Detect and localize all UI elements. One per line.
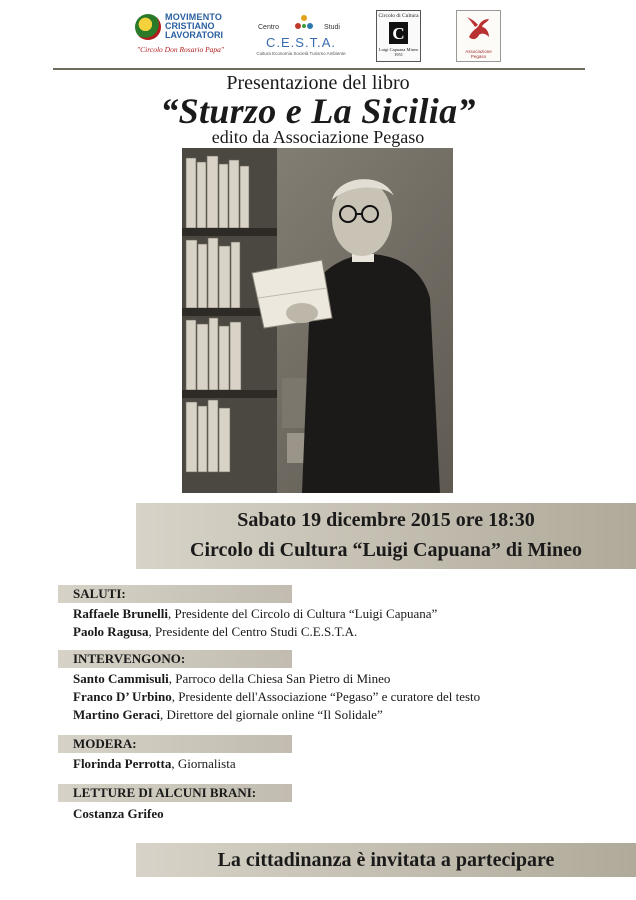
header-rule <box>53 68 585 70</box>
cesta-subtitle: Cultura Economia Società Turismo Ambiente <box>256 51 346 56</box>
cesta-name: C.E.S.T.A. <box>266 35 336 50</box>
speaker-role: , Direttore del giornale online “Il Solidale” <box>160 707 383 722</box>
speaker-row <box>73 671 390 687</box>
event-venue: Circolo di Cultura “Luigi Capuana” di Mineo <box>190 539 582 561</box>
speaker-role: , Giornalista <box>171 756 236 771</box>
mcl-line2: CRISTIANO <box>165 21 215 31</box>
pegaso-logo <box>456 10 501 62</box>
invite-banner <box>136 843 636 877</box>
section-saluti <box>58 585 292 603</box>
section-modera-label: MODERA: <box>73 736 137 751</box>
publisher-line: edito da Associazione Pegaso <box>211 127 425 147</box>
circolo-emblem-icon <box>389 22 408 44</box>
circolo-logo <box>376 10 421 62</box>
logo-strip <box>0 10 636 62</box>
circolo-top-label: Circolo di Cultura <box>378 13 419 19</box>
cesta-right-label: Studi <box>324 24 340 31</box>
book-title: “Sturzo e La Sicilia” <box>160 91 476 131</box>
pretitle: Presentazione del libro <box>226 72 410 94</box>
speaker-name: Martino Geraci <box>73 707 160 722</box>
mcl-emblem-icon <box>135 14 161 40</box>
circolo-letter: C <box>392 24 405 43</box>
section-saluti-label: SALUTI: <box>73 586 126 601</box>
speaker-row <box>73 606 437 622</box>
speaker-name: Santo Cammisuli <box>73 671 169 686</box>
speaker-row <box>73 689 480 705</box>
speaker-name: Costanza Grifeo <box>73 806 164 821</box>
mcl-line3: LAVORATORI <box>165 30 223 40</box>
pegaso-caption: Associazione Pegaso <box>465 49 492 59</box>
mcl-logo <box>133 10 245 60</box>
cesta-emblem-icon <box>294 14 314 34</box>
speaker-name: Paolo Ragusa <box>73 624 149 639</box>
mcl-line1: MOVIMENTO <box>165 12 223 22</box>
speaker-name: Raffaele Brunelli <box>73 606 168 621</box>
speaker-row <box>73 707 383 723</box>
section-letture-label: LETTURE DI ALCUNI BRANI: <box>73 785 257 800</box>
speaker-row <box>73 806 164 822</box>
section-intervengono-label: INTERVENGONO: <box>73 651 186 666</box>
event-datetime: Sabato 19 dicembre 2015 ore 18:30 <box>237 509 535 531</box>
portrait-photo <box>182 148 453 493</box>
circolo-bottom-label: Luigi Capuana Mineo 1951 <box>378 47 419 57</box>
speaker-name: Franco D’ Urbino <box>73 689 172 704</box>
speaker-role: , Parroco della Chiesa San Pietro di Mineo <box>168 671 391 686</box>
speaker-name: Florinda Perrotta <box>73 756 172 771</box>
section-letture <box>58 784 292 802</box>
invite-text: La cittadinanza è invitata a partecipare <box>217 849 555 871</box>
section-modera <box>58 735 292 753</box>
speaker-row <box>73 756 236 772</box>
pegasus-icon <box>465 15 493 45</box>
mcl-subtitle: "Circolo Don Rosario Papa" <box>137 45 225 54</box>
cesta-left-label: Centro <box>258 24 280 31</box>
section-intervengono <box>58 650 292 668</box>
speaker-role: , Presidente del Circolo di Cultura “Luigi Capuana” <box>167 606 438 621</box>
cesta-logo <box>256 10 346 60</box>
speaker-role: , Presidente del Centro Studi C.E.S.T.A. <box>148 624 358 639</box>
speaker-row <box>73 624 357 640</box>
event-banner <box>136 503 636 569</box>
speaker-role: , Presidente dell'Associazione “Pegaso” e curatore del testo <box>171 689 481 704</box>
